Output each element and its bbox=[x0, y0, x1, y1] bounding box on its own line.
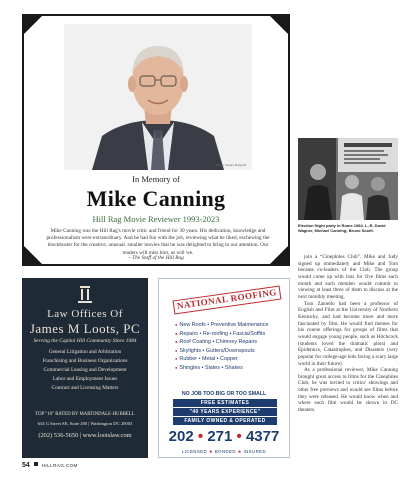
photo-credit: Photo: Susan Burghoff bbox=[215, 163, 246, 167]
memorial-signature: – The Staff of the Hill Rag bbox=[128, 255, 184, 261]
page-number: 54 bbox=[22, 462, 30, 469]
memorial-box bbox=[22, 14, 290, 266]
roofing-service-item: ● Skylights • Gutters/Downspouts bbox=[175, 347, 285, 356]
experience-strip: "40 YEARS EXPERIENCE" bbox=[173, 408, 277, 416]
roofing-logo-banner: NATIONAL ROOFING bbox=[173, 286, 282, 315]
law-service-item: Labor and Employment Issues bbox=[52, 376, 118, 382]
roofing-services-list bbox=[175, 321, 285, 372]
family-owned-strip: FAMILY OWNED & OPERATED bbox=[173, 417, 277, 425]
roofing-slogan: NO JOB TOO BIG OR TOO SMALL bbox=[181, 391, 267, 397]
phone-area-code: 202 bbox=[168, 428, 194, 445]
law-tagline: Serving the Capitol Hill Community Since 1984 bbox=[33, 338, 137, 344]
law-contact[interactable]: (202) 536-5650 | www.lootslaw.com bbox=[38, 432, 132, 439]
photo-caption: Election Night party in Rome 1984. L–R, David Wagner, Michael Canning; Bruno Scarfi. bbox=[298, 223, 386, 234]
credential-insured: INSURED bbox=[243, 449, 267, 454]
portrait-illustration bbox=[64, 24, 252, 170]
roofing-service-item: ● Shingles • Slates • Shakes bbox=[175, 364, 285, 373]
law-service-item: Commercial Leasing and Development bbox=[43, 367, 127, 373]
law-firm-name-line2: James M Loots, PC bbox=[29, 321, 141, 336]
roofing-credentials bbox=[159, 449, 289, 455]
roofing-phone-number[interactable] bbox=[159, 428, 289, 445]
memorial-text: Mike Canning was the Hill Rag's movie critic and friend for 30 years. His dedication, knowledge and professionalism were extraordinary. And he had fun with the job, reviewing what he liked, eschewing the blockbuster for the creative, unusual. smaller movies that he was delighted to bring to our attention. Our readers will miss him, as will we. bbox=[46, 228, 270, 256]
law-service-item: Contract and Licensing Matters bbox=[51, 385, 119, 391]
phone-separator: • bbox=[236, 428, 242, 445]
article-paragraph: Tom Zaniello had been a professor of English and Film at the University of Northern Kentucky, and had become more and more fascinated by film. He would find themes for his course offerings for groups of films that would engage young people, such as Hitchcock (students loved the dramatic plots) and Epidemics, Catastrophes, and Disasters (very popular for college-age kids facing a scary large world in their future). bbox=[298, 300, 399, 367]
roofing-service-item: ● Roof Coating • Chimney Repairs bbox=[175, 338, 285, 347]
pillar-logo-icon bbox=[78, 286, 92, 304]
election-night-photo bbox=[298, 138, 398, 220]
photo-illustration bbox=[298, 138, 398, 220]
site-url[interactable]: HILLRAG.COM bbox=[41, 463, 78, 468]
law-services-list bbox=[22, 348, 148, 393]
law-rating: TOP "10" RATED BY MARTINDALE-HUBBELL bbox=[35, 412, 135, 417]
star-icon: ★ bbox=[208, 449, 214, 454]
roofing-service-item: ● Repairs • Re-roofing • Fascia/Soffits bbox=[175, 330, 285, 339]
phone-prefix: 271 bbox=[207, 428, 233, 445]
star-icon: ★ bbox=[237, 449, 242, 454]
corner-ornament bbox=[268, 14, 290, 36]
phone-line: 4377 bbox=[245, 428, 280, 445]
law-firm-name-line1: Law Offices Of bbox=[47, 308, 123, 320]
memorial-role: Hill Rag Movie Reviewer 1993-2023 bbox=[92, 214, 220, 224]
roofing-service-item: ● New Roofs • Preventive Maintenance bbox=[175, 321, 285, 330]
national-roofing-ad[interactable] bbox=[158, 278, 290, 458]
memorial-name: Mike Canning bbox=[86, 186, 226, 211]
credential-bonded: BONDED bbox=[214, 449, 236, 454]
folio-square-icon bbox=[34, 462, 38, 466]
law-service-item: Franchising and Business Organizations bbox=[42, 358, 128, 364]
corner-ornament bbox=[22, 14, 44, 36]
law-address: 634 G Street SE, Suite 200 | Washington DC 20003 bbox=[37, 421, 133, 426]
memorial-heading: In Memory of bbox=[132, 174, 180, 184]
credential-licensed: LICENSED bbox=[181, 449, 208, 454]
phone-separator: • bbox=[197, 428, 204, 445]
article-paragraph: As a professional reviewer, Mike Canning brought great access to films for the Cinephiles Club; he was invited to critics' showings and other free previews and would see films before they were released. He would know when and where each film would be shown in DC theaters. bbox=[298, 367, 398, 414]
roofing-service-item: ● Rubber • Metal • Copper bbox=[175, 355, 285, 364]
article-text bbox=[298, 254, 398, 414]
law-service-item: General Litigation and Arbitration bbox=[48, 349, 122, 355]
law-office-ad[interactable] bbox=[22, 278, 148, 458]
memorial-portrait bbox=[64, 24, 252, 170]
page-folio bbox=[22, 462, 78, 469]
article-paragraph: join a “Cinephiles Club”. Mike and Judy signed up immediately and Mike and Tom became co-leaders of the Club. The group would come up with lists for five films each month and each member would commit to viewing at least three of them to discuss at the next monthly meeting. bbox=[298, 254, 398, 300]
free-estimates-strip: FREE ESTIMATES bbox=[173, 399, 277, 407]
